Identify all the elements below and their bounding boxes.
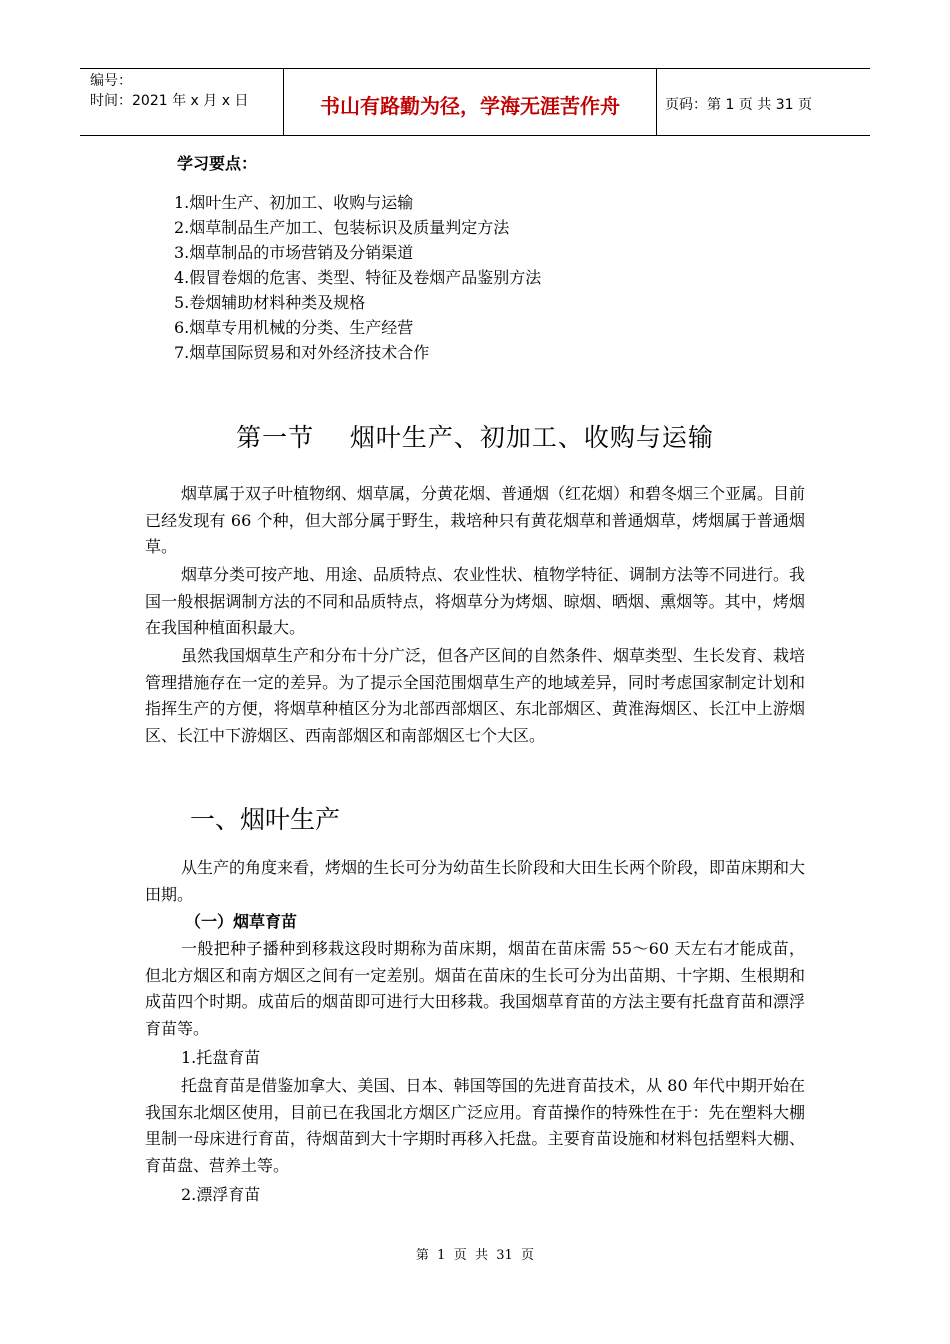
header-time-label: 时间：2021 年 x 月 x 日 [90,93,249,109]
key-point-item: 4.假冒卷烟的危害、类型、特征及卷烟产品鉴别方法 [174,268,542,287]
item-paragraph-tray: 托盘育苗是借鉴加拿大、美国、日本、韩国等国的先进育苗技术，从 80 年代中期开始在我国东北烟区使用，目前已在我国北方烟区广泛应用。育苗操作的特殊性在于：先在塑料大棚里制一母床进行育苗，待烟苗到大十字期时再移入托盘。主要育苗设施和材料包括塑料大棚、育苗盘、营养土等。 [145,1076,805,1175]
subsection-intro: 从生产的角度来看，烤烟的生长可分为幼苗生长阶段和大田生长两个阶段，即苗床期和大田期。 [145,858,806,904]
section-paragraph: 虽然我国烟草生产和分布十分广泛，但各产区间的自然条件、烟草类型、生长发育、栽培管理措施存在一定的差异。为了提示全国范围烟草生产的地域差异，同时考虑国家制定计划和指挥生产的方便，将烟草种植区分为北部西部烟区、东北部烟区、黄淮海烟区、长江中上游烟区、长江中下游烟区、西南部烟区和南部烟区七个大区。 [145,646,806,745]
header-page-info: 页码：第 1 页 共 31 页 [665,97,812,113]
page-footer: 第 1 页 共 31 页 [415,1248,535,1263]
item-heading-tray: 1.托盘育苗 [181,1048,261,1067]
subsection-paragraph: 一般把种子播种到移栽这段时期称为苗床期，烟苗在苗床需 55～60 天左右才能成苗，但北方烟区和南方烟区之间有一定差别。烟苗在苗床的生长可分为出苗期、十字期、生根期和成苗四个时期。成苗后的烟苗即可进行大田移栽。我国烟草育苗的方法主要有托盘育苗和漂浮育苗等。 [145,939,805,1038]
key-point-item: 1.烟叶生产、初加工、收购与运输 [174,193,414,212]
subsection-heading: （一）烟草育苗 [185,912,298,931]
key-point-item: 3.烟草制品的市场营销及分销渠道 [174,243,414,262]
page-header [80,68,870,136]
header-meta [80,69,283,135]
subsection-title: 一、烟叶生产 [190,805,341,834]
item-heading-float: 2.漂浮育苗 [181,1185,261,1204]
key-point-item: 7.烟草国际贸易和对外经济技术合作 [174,343,430,362]
key-points-title: 学习要点： [177,154,258,173]
key-point-item: 5.卷烟辅助材料种类及规格 [174,293,366,312]
section-paragraph: 烟草分类可按产地、用途、品质特点、农业性状、植物学特征、调制方法等不同进行。我国一般根据调制方法的不同和品质特点，将烟草分为烤烟、晾烟、晒烟、熏烟等。其中，烤烟在我国种植面积最大。 [145,565,806,637]
key-point-item: 2.烟草制品生产加工、包装标识及质量判定方法 [174,218,510,237]
header-number-label: 编号： [90,73,132,89]
header-motto: 书山有路勤为径，学海无涯苦作舟 [283,69,657,135]
key-points-list [174,190,541,365]
key-point-item: 6.烟草专用机械的分类、生产经营 [174,318,414,337]
section-paragraph: 烟草属于双子叶植物纲、烟草属，分黄花烟、普通烟（红花烟）和碧冬烟三个亚属。目前已经发现有 66 个种，但大部分属于野生，栽培种只有黄花烟草和普通烟草，烤烟属于普通烟草。 [145,484,806,556]
section-title: 第一节 烟叶生产、初加工、收购与运输 [236,423,714,452]
